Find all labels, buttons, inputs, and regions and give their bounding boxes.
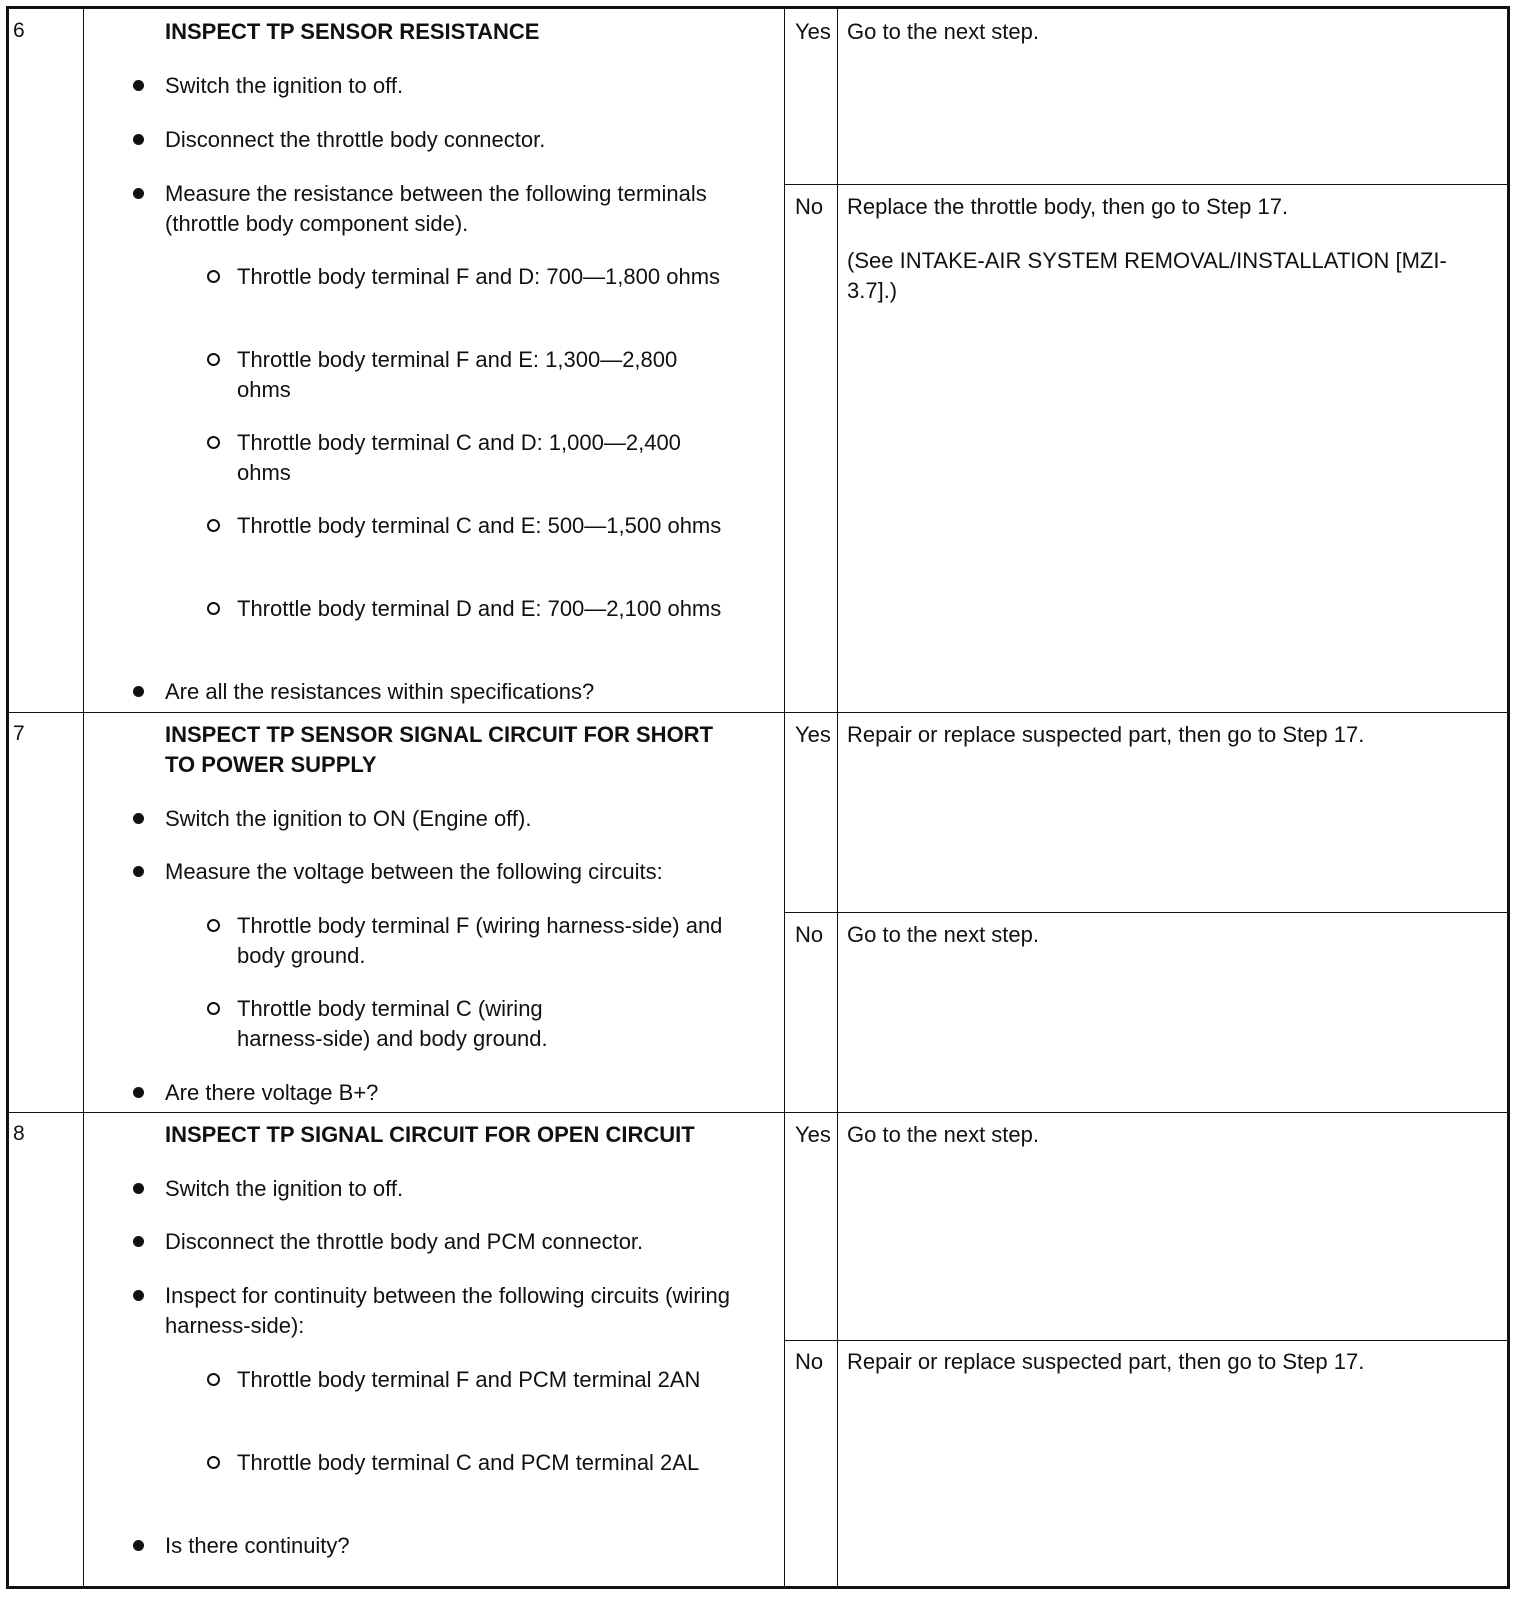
step-title: INSPECT TP SIGNAL CIRCUIT FOR OPEN CIRCUIT [165,1122,695,1147]
yes-no-divider [784,912,1507,913]
bullet-icon [133,686,144,697]
bullet-icon [133,1236,144,1247]
row-divider [9,712,1507,713]
bullet-icon [133,1540,144,1551]
step-title: INSPECT TP SENSOR RESISTANCE [165,19,540,44]
no-action: Go to the next step. [847,922,1040,947]
bullet-icon [133,134,144,145]
bullet-icon [133,188,144,199]
circle-bullet-icon [207,519,220,532]
column-divider [837,9,838,1586]
step-number: 8 [13,1122,25,1145]
circle-bullet-icon [207,353,220,366]
bullet-icon [133,1087,144,1098]
yes-label: Yes [795,19,831,44]
diagnostic-table: 6 INSPECT TP SENSOR RESISTANCE Switch the ignition to off. Disconnect the throttle body connector. Measure the resistance between the following terminals (throttle body component side). Throttle body terminal F and D: 700—1,800 ohms Throttle body terminal F and E: 1,300—2,800 ohms Throttle body terminal C and D: 1,000—2,400 ohms Throttle body terminal C and E: 500—1,500 ohms Throttle body terminal D and E: 700—2,100 ohms Are all the resistances within specifications? Yes Go to the next step. No Replace the throttle body, then go to Step 17. (See INTAKE-AIR SYSTEM REMOVAL/INSTALLATION [MZI-3.7].) 7 INSPECT TP SENSOR SIGNAL CIRCUIT FOR SHORT TO POWER SUPPLY Switch the ignition to ON (Engine off). Measure the voltage between the following circuits: Throttle body terminal F (wiring harness-side) and body ground. Throttle body terminal C (wiring harness-side) and body ground. Are there voltage B+? Yes Repair or replace suspected part, then go to Step 17. No Go to the next step. 8 INSPECT TP SIGNAL CIRCUIT FOR OPEN CIRCUIT Switch the ignition to off. Disconnect the throttle body and PCM connector. Inspect for continuity between the following circuits (wiring harness-side): Throttle body terminal F and PCM terminal 2AN Throttle body terminal C and PCM terminal 2AL Is there continuity? Yes Go to the next step. No Repair or replace suspected part, then go to Step 17. [6,6,1510,1589]
circle-bullet-icon [207,1456,220,1469]
bullet-icon [133,866,144,877]
no-label: No [795,194,824,219]
bullet-icon [133,80,144,91]
bullet-icon [133,813,144,824]
no-note: (See INTAKE-AIR SYSTEM REMOVAL/INSTALLATION [MZI-3.7].) [847,248,1447,303]
step-number: 6 [13,19,25,42]
column-divider [83,9,84,1586]
circle-bullet-icon [207,1373,220,1386]
yes-action: Go to the next step. [847,19,1040,44]
no-action: Replace the throttle body, then go to Step 17. [847,194,1289,219]
no-label: No [795,922,824,947]
no-action: Repair or replace suspected part, then go to Step 17. [847,1349,1365,1374]
yes-label: Yes [795,722,831,747]
column-divider [784,9,785,1586]
circle-bullet-icon [207,270,220,283]
no-label: No [795,1349,824,1374]
step-number: 7 [13,722,25,745]
bullet-icon [133,1183,144,1194]
circle-bullet-icon [207,436,220,449]
yes-no-divider [784,1340,1507,1341]
circle-bullet-icon [207,919,220,932]
bullet-icon [133,1290,144,1301]
circle-bullet-icon [207,602,220,615]
yes-no-divider [784,184,1507,185]
circle-bullet-icon [207,1002,220,1015]
yes-action: Repair or replace suspected part, then go to Step 17. [847,722,1365,747]
step-title: INSPECT TP SENSOR SIGNAL CIRCUIT FOR SHORT TO POWER SUPPLY [165,722,714,777]
row-divider [9,1112,1507,1113]
yes-label: Yes [795,1122,831,1147]
yes-action: Go to the next step. [847,1122,1040,1147]
